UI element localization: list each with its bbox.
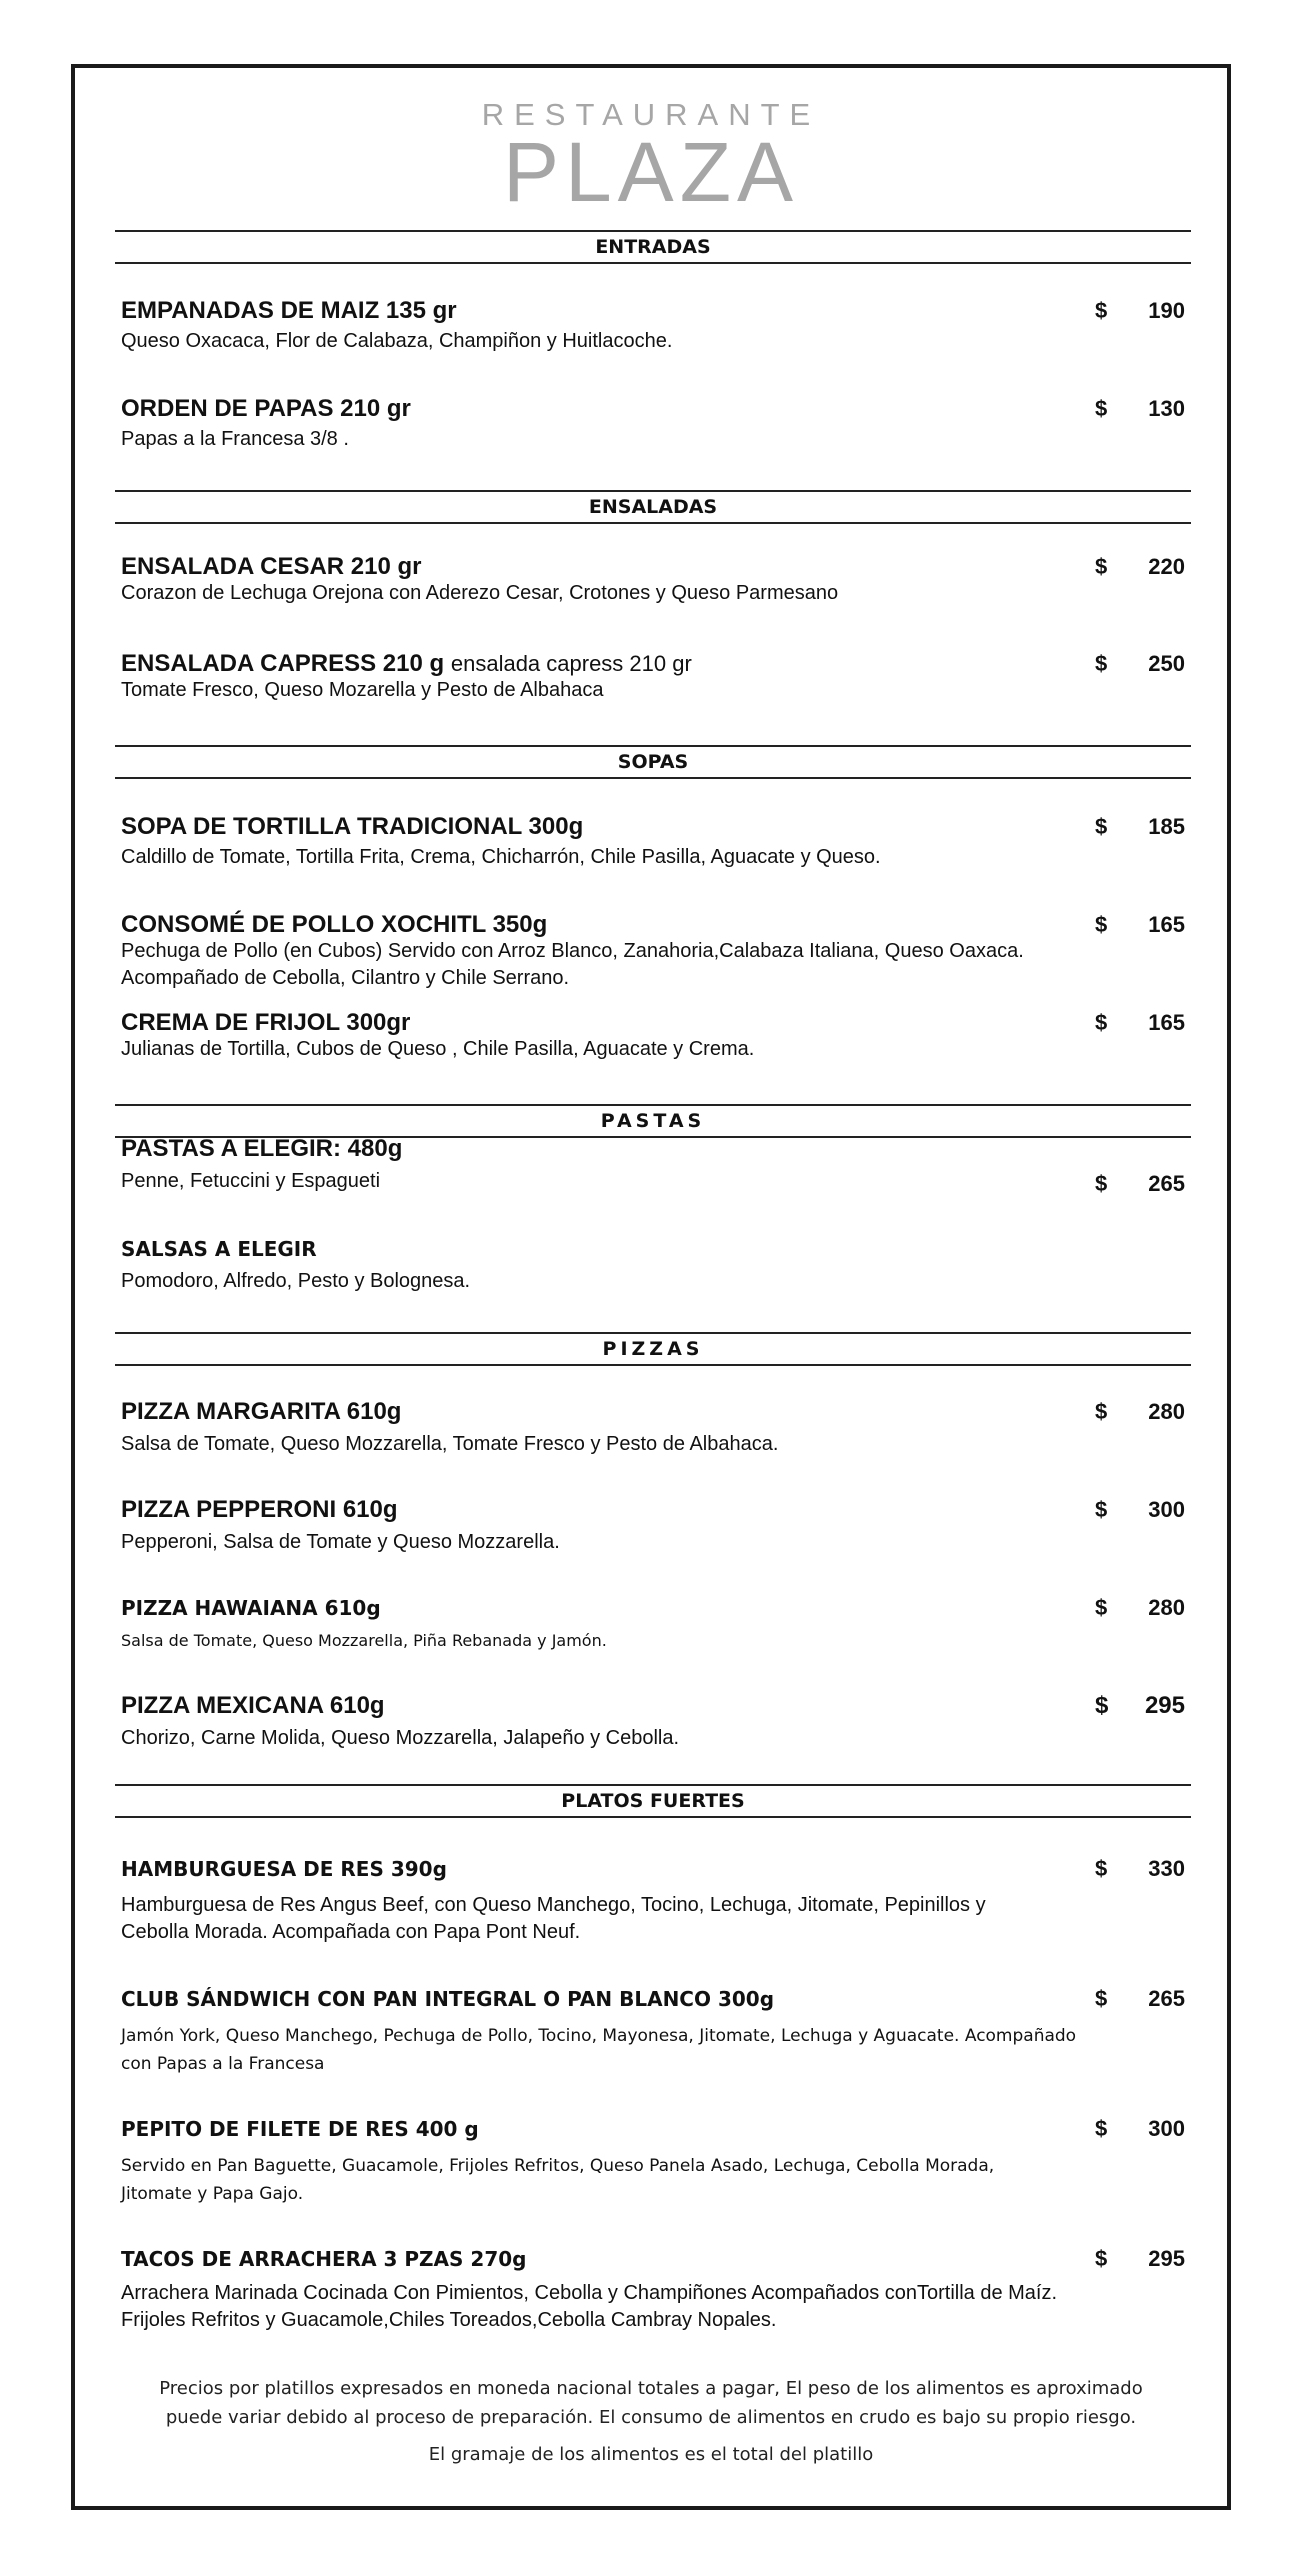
- currency-symbol: $: [1095, 1595, 1108, 1620]
- price-amount: 265: [1148, 1171, 1185, 1196]
- item-description-line2: Frijoles Refritos y Guacamole,Chiles Toreados,Cebolla Cambray Nopales.: [121, 2309, 777, 2331]
- item-name: ORDEN DE PAPAS 210 gr: [121, 395, 411, 422]
- menu-item-cesar: [121, 552, 1185, 607]
- item-name: ENSALADA CESAR 210 gr: [121, 553, 422, 580]
- section-pastas: PASTAS: [115, 1104, 1191, 1138]
- item-description-line2: Cebolla Morada. Acompañada con Papa Pont Neuf.: [121, 1921, 581, 1943]
- item-description-line1: Hamburguesa de Res Angus Beef, con Queso Manchego, Tocino, Lechuga, Jitomate, Pepinillos y: [121, 1894, 986, 1916]
- item-description-line1: Pechuga de Pollo (en Cubos) Servido con Arroz Blanco, Zanahoria,Calabaza Italiana, Queso Oaxaca.: [121, 940, 1024, 962]
- price-amount: 265: [1148, 1986, 1185, 2011]
- item-name: CONSOMÉ DE POLLO XOCHITL 350g: [121, 911, 548, 938]
- price-amount: 190: [1148, 298, 1185, 323]
- item-name: SOPA DE TORTILLA TRADICIONAL 300g: [121, 813, 584, 840]
- currency-symbol: $: [1095, 298, 1108, 323]
- item-name-text: ENSALADA CAPRESS 210 g: [121, 650, 445, 677]
- price-amount: 295: [1144, 1692, 1185, 1719]
- item-name: [121, 649, 1185, 679]
- currency-symbol: $: [1095, 396, 1108, 421]
- item-description-line1: Arrachera Marinada Cocinada Con Pimientos, Cebolla y Champiñones Acompañados conTortilla de Maíz.: [121, 2282, 1058, 2304]
- item-description: Salsa de Tomate, Queso Mozzarella, Piña Rebanada y Jamón.: [121, 1631, 607, 1650]
- price-amount: 295: [1148, 2246, 1185, 2271]
- footer-line-3: El gramaje de los alimentos es el total del platillo: [428, 2444, 874, 2465]
- menu-item-crema-frijol: [121, 1008, 1185, 1063]
- price-amount: 250: [1148, 651, 1185, 676]
- price-amount: 185: [1148, 814, 1185, 839]
- menu-item-pizza-margarita: [121, 1397, 1185, 1458]
- item-name: TACOS DE ARRACHERA 3 PZAS 270g: [121, 2247, 527, 2271]
- price-amount: 300: [1148, 2116, 1185, 2141]
- logo-subtitle: RESTAURANTE: [481, 97, 821, 132]
- price-amount: 130: [1148, 396, 1185, 421]
- item-name: PIZZA MARGARITA 610g: [121, 1398, 402, 1425]
- price-amount: 220: [1148, 554, 1185, 579]
- item-description-line2: con Papas a la Francesa: [121, 2054, 325, 2074]
- item-name: CLUB SÁNDWICH CON PAN INTEGRAL O PAN BLANCO 300g: [121, 1987, 775, 2011]
- menu-item-empanadas: [121, 296, 1185, 355]
- item-description: Penne, Fetuccini y Espagueti: [121, 1170, 381, 1192]
- item-name: PASTAS A ELEGIR: 480g: [121, 1135, 403, 1162]
- menu-item-hamburguesa: [121, 1854, 1185, 1946]
- section-entradas: ENTRADAS: [115, 230, 1191, 264]
- currency-symbol: $: [1095, 1010, 1108, 1035]
- item-description: Papas a la Francesa 3/8 .: [121, 428, 349, 450]
- section-pizzas: PIZZAS: [115, 1332, 1191, 1366]
- item-name: HAMBURGUESA DE RES 390g: [121, 1857, 447, 1881]
- section-sopas: SOPAS: [115, 745, 1191, 779]
- item-description: Corazon de Lechuga Orejona con Aderezo Cesar, Crotones y Queso Parmesano: [121, 582, 839, 604]
- item-description-line2: Jitomate y Papa Gajo.: [121, 2184, 304, 2204]
- currency-symbol: $: [1095, 651, 1108, 676]
- item-description: Chorizo, Carne Molida, Queso Mozzarella, Jalapeño y Cebolla.: [121, 1727, 680, 1749]
- menu-item-consome: [121, 910, 1185, 992]
- currency-symbol: $: [1095, 814, 1108, 839]
- menu-item-pizza-pepperoni: [121, 1495, 1185, 1556]
- price-amount: 280: [1148, 1399, 1185, 1424]
- price-amount: 280: [1148, 1595, 1185, 1620]
- menu-item-club-sandwich: [121, 1984, 1185, 2078]
- menu-item-tacos-arrachera: [121, 2244, 1185, 2334]
- item-description: Julianas de Tortilla, Cubos de Queso , Chile Pasilla, Aguacate y Crema.: [121, 1038, 755, 1060]
- menu-item-pastas: [121, 1134, 1185, 1195]
- item-description: Tomate Fresco, Queso Mozarella y Pesto de Albahaca: [121, 679, 604, 701]
- currency-symbol: $: [1095, 1986, 1108, 2011]
- item-description-line1: Servido en Pan Baguette, Guacamole, Frijoles Refritos, Queso Panela Asado, Lechuga, Cebolla Morada,: [121, 2156, 995, 2176]
- item-name: PEPITO DE FILETE DE RES 400 g: [121, 2117, 479, 2141]
- price-amount: 300: [1148, 1497, 1185, 1522]
- currency-symbol: $: [1095, 1171, 1108, 1196]
- currency-symbol: $: [1095, 554, 1108, 579]
- item-name: PIZZA HAWAIANA 610g: [121, 1596, 381, 1620]
- section-platos-fuertes: PLATOS FUERTES: [115, 1784, 1191, 1818]
- menu-frame: [71, 64, 1231, 2510]
- currency-symbol: $: [1095, 1856, 1108, 1881]
- footer-line-1: Precios por platillos expresados en moneda nacional totales a pagar, El peso de los alimentos es aproximado: [159, 2378, 1143, 2399]
- footer-disclaimer: [75, 2374, 1227, 2469]
- item-name-extra: ensalada capress 210 gr: [450, 651, 692, 676]
- currency-symbol: $: [1095, 1692, 1109, 1719]
- menu-item-pepito: [121, 2114, 1185, 2208]
- item-description: Salsa de Tomate, Queso Mozzarella, Tomate Fresco y Pesto de Albahaca.: [121, 1433, 779, 1455]
- restaurant-logo: [75, 97, 1227, 219]
- currency-symbol: $: [1095, 2246, 1108, 2271]
- menu-item-capress: [121, 649, 1185, 704]
- footer-line-2: puede variar debido al proceso de preparación. El consumo de alimentos en crudo es bajo su propio riesgo.: [165, 2407, 1137, 2428]
- item-description: Caldillo de Tomate, Tortilla Frita, Crema, Chicharrón, Chile Pasilla, Aguacate y Queso.: [121, 846, 881, 868]
- item-name: PIZZA PEPPERONI 610g: [121, 1496, 398, 1523]
- menu-item-pizza-hawaiana: [121, 1593, 1185, 1655]
- currency-symbol: $: [1095, 912, 1108, 937]
- menu-item-papas: [121, 394, 1185, 453]
- menu-item-pizza-mexicana: [121, 1691, 1185, 1752]
- item-name: PIZZA MEXICANA 610g: [121, 1692, 385, 1719]
- item-description: Pomodoro, Alfredo, Pesto y Bolognesa.: [121, 1270, 471, 1292]
- item-name: CREMA DE FRIJOL 300gr: [121, 1009, 411, 1036]
- item-description: Pepperoni, Salsa de Tomate y Queso Mozzarella.: [121, 1531, 560, 1553]
- item-name: SALSAS A ELEGIR: [121, 1237, 317, 1261]
- logo-title: PLAZA: [502, 125, 800, 219]
- currency-symbol: $: [1095, 1497, 1108, 1522]
- section-ensaladas: ENSALADAS: [115, 490, 1191, 524]
- menu-item-sopa-tortilla: [121, 812, 1185, 871]
- price-amount: 165: [1148, 1010, 1185, 1035]
- price-amount: 165: [1148, 912, 1185, 937]
- menu-item-salsas: [121, 1234, 1185, 1295]
- item-description-line2: Acompañado de Cebolla, Cilantro y Chile Serrano.: [121, 967, 570, 989]
- currency-symbol: $: [1095, 1399, 1108, 1424]
- item-description: Queso Oxacaca, Flor de Calabaza, Champiñon y Huitlacoche.: [121, 330, 673, 352]
- price-amount: 330: [1148, 1856, 1185, 1881]
- currency-symbol: $: [1095, 2116, 1108, 2141]
- item-name: EMPANADAS DE MAIZ 135 gr: [121, 297, 457, 324]
- item-description-line1: Jamón York, Queso Manchego, Pechuga de Pollo, Tocino, Mayonesa, Jitomate, Lechuga y Aguacate. Acompañado: [121, 2026, 1077, 2046]
